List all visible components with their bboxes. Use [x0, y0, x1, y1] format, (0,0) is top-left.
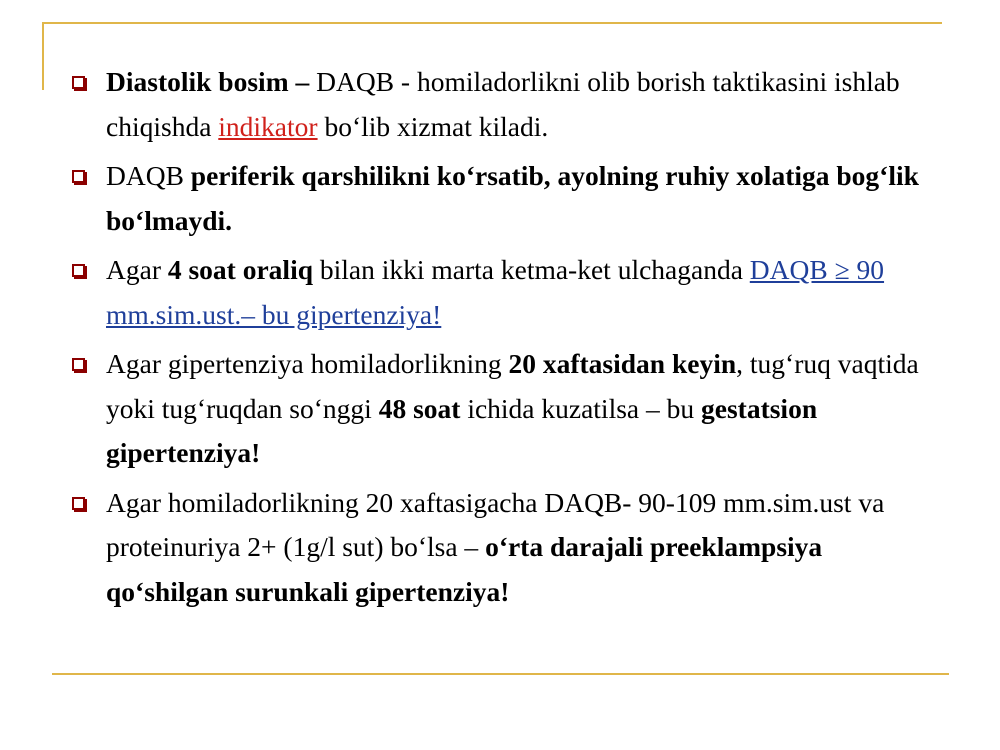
item-bold-text: gestatsion gipertenziya!: [106, 392, 818, 468]
item-text: bo‘lib xizmat kiladi.: [317, 110, 549, 142]
left-rule: [42, 22, 44, 90]
bullet-item-chronic-hypertension-preeclampsia: [70, 481, 950, 615]
item-bold-text: 20 xaftasidan keyin: [508, 348, 737, 379]
square-bullet-icon: [72, 264, 85, 277]
item-text: bilan ikki marta ketma-ket ulchaganda: [313, 254, 750, 285]
bullet-item-hypertension-definition: [70, 248, 950, 337]
item-text: DAQB - homiladorlikni olib borish taktikasini ishlab chiqishda: [106, 66, 900, 142]
bullet-item-diastolic-pressure: [70, 60, 950, 149]
indicator-link[interactable]: indikator: [218, 110, 318, 142]
square-bullet-icon: [72, 170, 85, 183]
item-bold-text: periferik qarshilikni ko‘rsatib, ayolning ruhiy xolatiga bog‘lik bo‘lmaydi.: [106, 160, 919, 236]
top-rule: [42, 22, 942, 24]
bullet-item-peripheral-resistance: [70, 154, 950, 243]
item-bold-text: o‘rta darajali preeklampsiya qo‘shilgan surunkali gipertenziya!: [106, 531, 823, 607]
hypertension-threshold-link[interactable]: DAQB ≥ 90 mm.sim.ust.– bu gipertenziya!: [106, 254, 885, 330]
bullet-list: [70, 60, 950, 619]
item-text: DAQB: [106, 160, 191, 191]
bullet-item-gestational-hypertension: [70, 342, 950, 476]
item-text: ichida kuzatilsa – bu: [460, 392, 701, 424]
bottom-rule: [52, 673, 949, 675]
item-text: Agar gipertenziya homiladorlikning: [106, 348, 509, 379]
item-bold-text: 4 soat oraliq: [167, 254, 313, 285]
square-bullet-icon: [72, 497, 85, 510]
term-diastolic-pressure: Diastolik bosim –: [106, 66, 310, 97]
item-text: Agar homiladorlikning 20 xaftasigacha DAQB- 90-109 mm.sim.ust va proteinuriya 2+ (1g/l sut) bo‘lsa –: [106, 486, 885, 562]
item-text: , tug‘ruq vaqtida yoki tug‘ruqdan so‘nggi: [106, 348, 919, 424]
square-bullet-icon: [72, 76, 85, 89]
item-text: Agar: [106, 254, 168, 285]
square-bullet-icon: [72, 358, 85, 371]
item-bold-text: 48 soat: [378, 392, 461, 424]
